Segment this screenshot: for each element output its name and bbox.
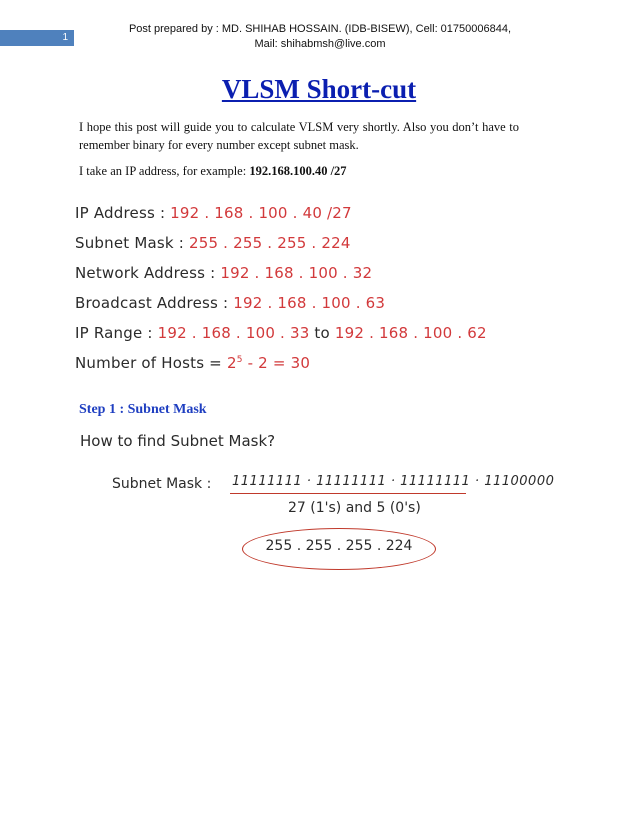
hosts-label: Number of Hosts = (75, 354, 227, 372)
subnet-mask-value: 255 . 255 . 255 . 224 (188, 234, 351, 252)
hosts-exponent: 5 (236, 355, 243, 365)
ip-range-start: 192 . 168 . 100 . 33 (157, 324, 310, 342)
step-1-heading: Step 1 : Subnet Mask (79, 402, 207, 417)
subnet-mask-label: Subnet Mask : (75, 234, 189, 252)
broadcast-address-label: Broadcast Address : (75, 294, 234, 312)
subnet-mask-result: 255 . 255 . 255 . 224 (265, 538, 413, 554)
underline-divider (230, 493, 466, 494)
number-of-hosts-line (75, 354, 310, 372)
page-header (100, 22, 540, 52)
ip-address-value: 192 . 168 . 100 . 40 /27 (170, 204, 352, 222)
intro-paragraph: I hope this post will guide you to calculate VLSM very shortly. Also you don’t have to remember binary for every number except subnet mask. (79, 120, 519, 152)
how-to-find-question: How to find Subnet Mask? (80, 432, 276, 450)
hosts-base: 2 (226, 354, 237, 372)
document-title: VLSM Short-cut (221, 74, 417, 104)
hosts-rest: - 2 = 30 (242, 354, 311, 372)
ip-range-line (75, 324, 487, 342)
example-address: 192.168.100.40 /27 (249, 164, 347, 178)
ip-address-label: IP Address : (75, 204, 171, 222)
ip-address-line (75, 204, 352, 222)
broadcast-address-line (75, 294, 385, 312)
header-mail-line: Mail: shihabmsh@live.com (254, 38, 386, 50)
network-address-value: 192 . 168 . 100 . 32 (220, 264, 373, 282)
binary-mask: 11111111 · 11111111 · 11111111 · 11100000 (232, 474, 555, 489)
hosts-formula (227, 354, 310, 372)
broadcast-address-value: 192 . 168 . 100 . 63 (233, 294, 386, 312)
example-paragraph (79, 162, 519, 180)
subnet-mask-line (75, 234, 351, 252)
ip-range-connector: to (309, 324, 335, 342)
header-author-line: Post prepared by : MD. SHIHAB HOSSAIN. (IDB-BISEW), Cell: 01750006844, (128, 23, 512, 35)
bit-count-note: 27 (1's) and 5 (0's) (288, 500, 421, 516)
ip-range-label: IP Range : (75, 324, 158, 342)
ip-range-end: 192 . 168 . 100 . 62 (334, 324, 487, 342)
network-address-label: Network Address : (75, 264, 221, 282)
page-number-badge: 1 (0, 30, 74, 46)
network-address-line (75, 264, 372, 282)
example-text: I take an IP address, for example: (79, 164, 250, 178)
subnet-mask-calc-label: Subnet Mask : (112, 476, 212, 492)
